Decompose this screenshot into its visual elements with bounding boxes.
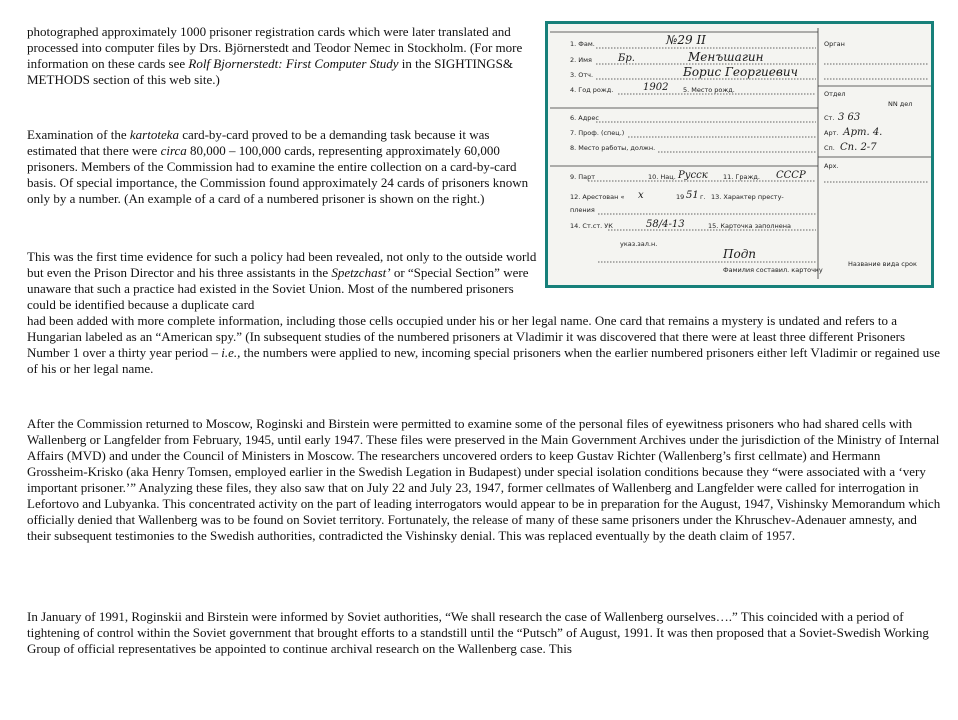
card-field-label: Фамилия составил. карточку — [723, 266, 823, 274]
paragraph-text: or “Special Section” were unaware that such a practice had existed in the Soviet Union. Most of the numbered prisoners could be identified because a duplicate card — [27, 265, 529, 312]
card-handwriting: 51 — [686, 190, 699, 201]
card-field-label: 10. Нац. — [648, 173, 676, 181]
paragraph-text: card-by-card proved to be a demanding task because it was estimated that there were — [27, 127, 490, 158]
card-field-label: 11. Гражд. — [723, 173, 760, 181]
card-handwriting: Арт. 4. — [843, 127, 883, 138]
card-field-label: 19 — [676, 193, 685, 201]
prisoner-registration-card-image — [545, 21, 934, 288]
paragraph-text: in the SIGHTINGS& METHODS section of this web site.) — [27, 56, 513, 87]
paragraph-policy-evidence-continued — [27, 313, 942, 377]
card-field-label: 15. Карточка заполнена — [708, 222, 792, 230]
italic-term: circa — [160, 143, 187, 158]
paragraph-text: This was the first time evidence for such a policy had been revealed, not only to the outside world but even the Prison Director and his three assistants in the — [27, 249, 537, 280]
paragraph-text: Examination of the — [27, 127, 130, 142]
registration-card-drawing — [548, 24, 931, 285]
card-field-label: Арт. — [824, 129, 839, 137]
card-field-label: Орган — [824, 40, 845, 48]
card-handwriting: 1902 — [643, 82, 669, 93]
study-title: Rolf Bjornerstedt: First Computer Study — [188, 56, 399, 71]
card-field-label: 14. Ст.ст. УК — [570, 222, 613, 230]
paragraph-moscow-archives: After the Commission returned to Moscow, Roginski and Birstein were permitted to examine some of the personal files of eyewitness prisoners who had shared cells with Wallenberg or Langfelder from February, 1945, until early 1947. These files were preserved in the Main Government Archives under the jurisdiction of the Ministry of Internal Affairs (MVD) and under the Council of Ministers in Moscow. The researchers uncovered orders to keep Gustav Richter (Wallenberg’s first cellmate) and Hermann Grossheim-Krisko (aka Henry Tomsen, employed earlier in the Swedish Legation in Budapest) under special isolation conditions because they “were associated with a ‘very important prisoner.’” Analyzing these files, they also saw that on July 22 and July 23, 1947, former cellmates of Wallenberg and Langfelder were called for interrogation in Lefortovo and Lubyanka. This concentrated activity on the part of leading interrogators would appear to be in preparation for the August, 1947, Vishinsky Memorandum which officially denied that Wallenberg was to be found on Soviet territory. Fortunately, the release of many of these same prisoners under the Khruschev-Adenauer amnesty, and their subsequent testimonies to the Swedish authorities, contradicted the Vishinsky denial. This was replaced eventually by the death claim of 1957. — [27, 416, 941, 543]
card-field-label: 9. Парт — [570, 173, 596, 181]
card-field-label: пления — [570, 206, 595, 214]
italic-term: kartoteka — [129, 127, 179, 142]
card-field-label: 8. Место работы, должн. — [570, 144, 656, 152]
card-handwriting: Бр. — [618, 53, 635, 64]
card-field-label: указ.зал.н. — [620, 240, 658, 248]
paragraph-text: the numbers were applied to new, incoming special prisoners when the earlier numbered prisoners either left Vladimir or regained use of his or her legal name. — [27, 345, 940, 376]
card-field-label: г. — [700, 193, 706, 201]
card-handwriting: №29 II — [666, 33, 706, 47]
card-handwriting: Подп — [723, 247, 757, 261]
card-field-label: 1. Фам. — [570, 40, 595, 48]
card-handwriting: х — [638, 190, 644, 201]
paragraph-registration-cards — [27, 24, 537, 88]
paragraph-kartoteka — [27, 127, 537, 207]
card-handwriting: Менъшагин — [688, 50, 764, 64]
card-field-label: 13. Характер престу- — [711, 193, 784, 201]
italic-term: Spetzchast’ — [331, 265, 391, 280]
paragraph-text: had been added with more complete information, including those cells occupied under his or her legal name. One card that remains a mystery is undated and refers to a Hungarian labeled as an “American spy.” (In subsequent studies of the numbered prisoners at Vladimir it was discovered that there were at least three different Prisoners Number 1 over a thirty year period – — [27, 313, 906, 360]
card-handwriting: Борис Георгиевич — [683, 65, 799, 79]
card-handwriting: Сп. 2-7 — [840, 142, 877, 153]
card-field-label: Сп. — [824, 144, 835, 152]
card-field-label: 6. Адрес — [570, 114, 599, 122]
card-field-label: Арх. — [824, 162, 839, 170]
card-handwriting: 3 63 — [838, 112, 861, 123]
paragraph-policy-evidence — [27, 249, 537, 313]
card-handwriting: СССР — [776, 170, 806, 181]
paragraph-january-1991: In January of 1991, Roginskii and Birstein were informed by Soviet authorities, “We shall research the case of Wallenberg ourselves….” This coincided with a period of tightening of control within the Soviet government that brought efforts to a standstill until the “Putsch” of August, 1991. It was then proposed that a Soviet-Swedish Working Group of official representatives be appointed to continue archival research on the Wallenberg case. This — [27, 609, 929, 656]
card-field-label: 7. Проф. (спец.) — [570, 129, 625, 137]
card-field-label: 12. Арестован « — [570, 193, 625, 201]
card-field-label: 5. Место рожд. — [683, 86, 735, 94]
card-field-label: 4. Год рожд. — [570, 86, 614, 94]
card-field-label: Название вида срок — [848, 260, 917, 268]
card-field-label: NN дел — [888, 100, 913, 108]
card-handwriting: 58/4-13 — [646, 219, 685, 230]
card-handwriting: Русск — [678, 170, 708, 181]
card-field-label: Отдел — [824, 90, 846, 98]
card-field-label: 2. Имя — [570, 56, 592, 64]
paragraph-text: photographed approximately 1000 prisoner registration cards which were later translated and processed into computer files by Drs. Björnerstedt and Teodor Nemec in Stockholm. (For more information on these cards see — [27, 24, 523, 71]
paragraph-text: 80,000 – 100,000 cards, representing approximately 60,000 prisoners. Members of the Commission had to examine the entire collection on a card-by-card basis. Of special importance, the Commission found approximately 24 cards of prisoners known only by a number. (An example of a card of a numbered prisoner is shown on the right.) — [27, 143, 529, 206]
card-field-label: Ст. — [824, 114, 835, 122]
card-field-label: 3. Отч. — [570, 71, 594, 79]
italic-term: i.e., — [221, 345, 241, 360]
